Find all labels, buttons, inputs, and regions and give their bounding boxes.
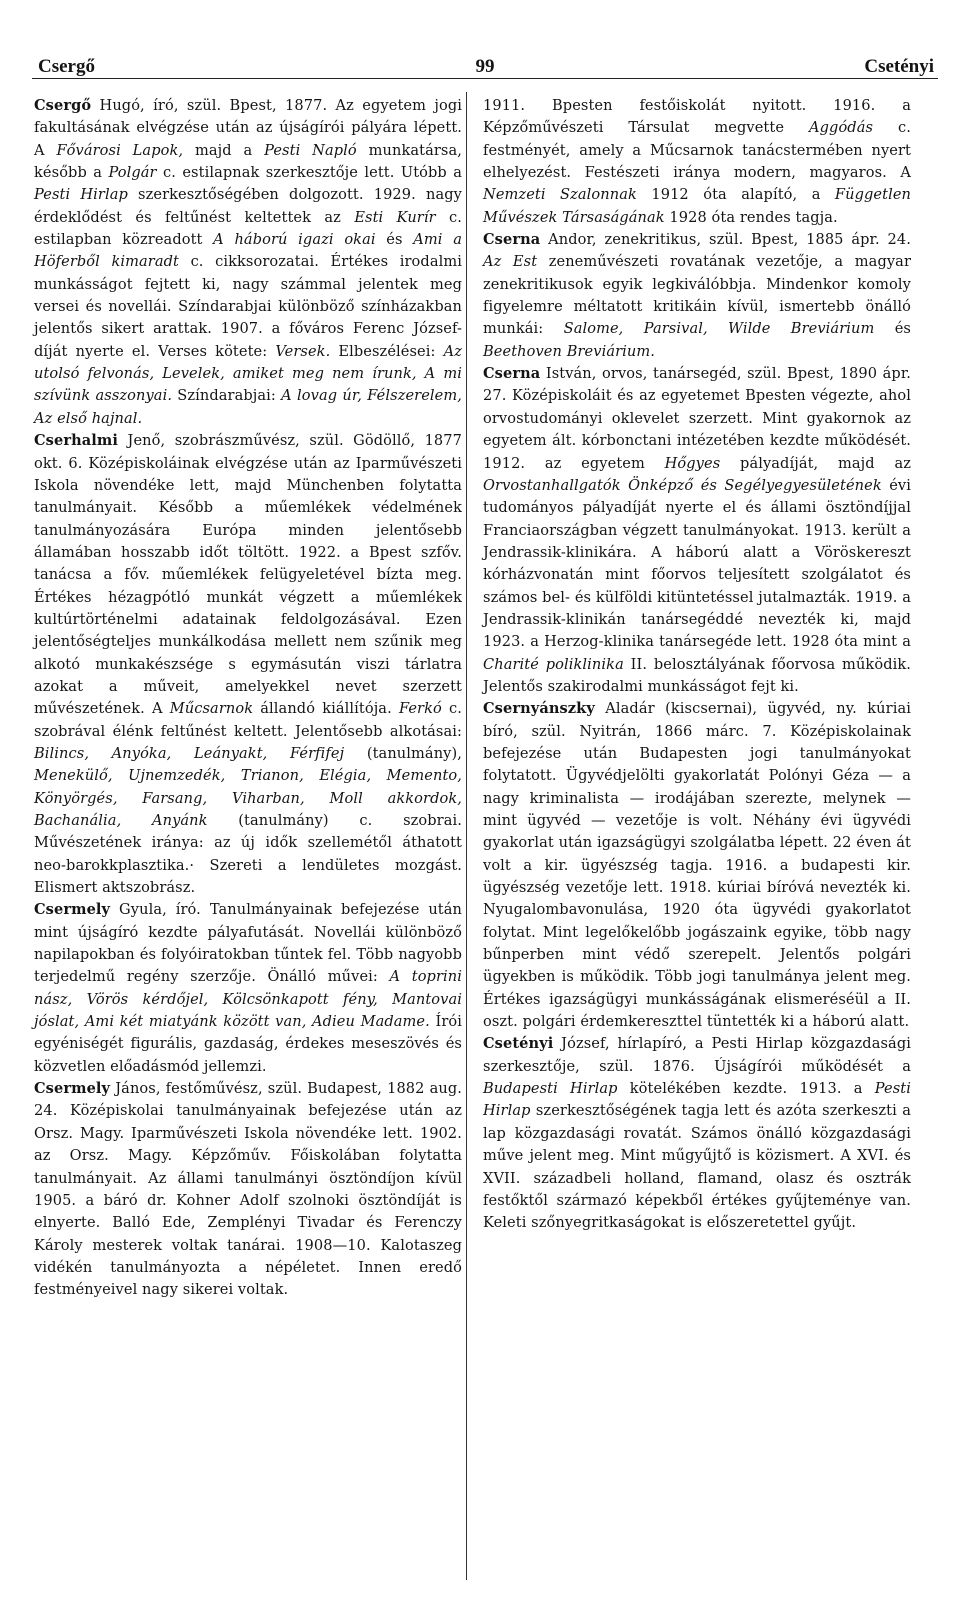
entry-cserna-andor: Cserna Andor, zenekritikus, szül. Bpest, 1885 ápr. 24. Az Est zeneművészeti rovatának vezetője, a magyar zenekritikusok egyik legkiválóbbja. Mindenkor komoly figyelemre méltatott kritikáin kívül, ismertebb önálló munkái: Salome, Parsival, Wilde Breviárium és Beethoven Breviárium. [483,231,911,360]
entry-cserna-istvan: Cserna István, orvos, tanársegéd, szül. Bpest, 1890 ápr. 27. Középiskoláit és az egyetemet Bpesten végezte, ahol orvostudományi oklevelet szerzett. Mint gyakornok az egyetem ált. kórbonctani intézetében kezdte működését. 1912. az egyetem Hőgyes pályadíját, majd az Orvostanhallgatók Önképző és Segélyegyesületének évi tudományos pályadíját nyerte el és állami ösztöndíjjal Franciaországban végzett tanulmányokat. 1913. került a Jendrassik-klinikára. A háború alatt a Vöröskereszt kórházvonatán mint főorvos teljesített szolgálatot és számos bel- és külföldi kitüntetéssel jutalmazták. 1919. a Jendrassik-klinikán tanársegéddé nevezték ki, majd 1923. a Herzog-klinika tanársegéde lett. 1928 óta mint a Charité poliklinika II. belosztályának főorvosa működik. Jelentős szakirodalmi munkásságot fejt ki. [483,365,911,695]
right-column [483,95,911,1590]
entry-csernyanszky-aladar: Csernyánszky Aladár (kiscsernai), ügyvéd, ny. kúriai bíró, szül. Nyitrán, 1866 márc. 7. Középiskolainak befejezése után Budapesten jogi tanulmányokat folytatott. Ügyvédjelölti gyakorlatát Polónyi Géza — a nagy kriminalista — irodájában szerezte, melynek — mint ügyvéd — vezetője is volt. Néhány évi ügyvédi gyakorlat után igazságügyi szolgálatba lépett. 22 éven át volt a kir. ügyészség tagja. 1916. a budapesti kir. ügyészség vezetője lett. 1918. kúriai bíróvá nevezték ki. Nyugalombavonulása, 1920 óta ügyvédi gyakorlatot folytat. Mint legelőkelőbb jogászaink egyike, több nagy bűnperben mint védő szerepelt. Jelentős polgári ügyekben is működik. Több jogi tanulmánya jelent meg. Értékes igazságügyi munkásságának elismeréséül a II. oszt. polgári érdemkereszttel tüntették ki a háború alatt. [483,700,911,1031]
header-right-guide-word: Csetényi [864,56,934,77]
entry-csermely-janos-continued: 1911. Bpesten festőiskolát nyitott. 1916. a Képzőművészeti Társulat megvette Aggódás c. festményét, amely a Műcsarnok tanácstermében nyert elhelyezést. Festészeti iránya modern, magyaros. A Nemzeti Szalonnak 1912 óta alapító, a Független Művészek Társaságának 1928 óta rendes tagja. [483,97,912,226]
entry-csermely-gyula: Csermely Gyula, író. Tanulmányainak befejezése után mint újságíró kezdte pályafutását. Novellái különböző napilapokban és folyóiratokban tűntek fel. Több nagyobb terjedelmű regény szerzője. Önálló művei: A toprini nász, Vörös kérdőjel, Kölcsönkapott fény, Mantovai jóslat, Ami két miatyánk között van, Adieu Madame. Írói egyéniségét figurális, gazdaság, érdekes meseszövés és közvetlen előadásmód jellemzi. [34,901,462,1075]
left-column [34,95,462,1590]
entry-csermely-janos: Csermely János, festőművész, szül. Budapest, 1882 aug. 24. Középiskolai tanulmányainak befejezése után az Orsz. Magy. Iparművészeti Iskola növendéke lett. 1902. az Orsz. Magy. Képzőműv. Főiskolában folytatta tanulmányait. Az állami tanulmányi ösztöndíjon kívül 1905. a báró dr. Kohner Adolf szolnoki ösztöndíját is elnyerte. Balló Ede, Zemplényi Tivadar és Ferenczy Károly mesterek voltak tanárai. 1908—10. Kalotaszeg vidékén tanulmányozta a népéletet. Innen eredő festményeivel nagy sikerei voltak. [34,1080,462,1299]
entry-csetenyi-jozsef: Csetényi József, hírlapíró, a Pesti Hirlap közgazdasági szerkesztője, szül. 1876. Újságírói működését a Budapesti Hirlap kötelékében kezdte. 1913. a Pesti Hirlap szerkesztőségének tagja lett és azóta szerkeszti a lap közgazdasági rovatát. Számos önálló közgazdasági műve jelent meg. Mint műgyűjtő is közismert. A XVI. és XVII. századbeli holland, flamand, olasz és osztrák festőktől származó képekből értékes gyűjteménye van. Keleti szőnyegritkaságokat is előszeretettel gyűjt. [483,1035,911,1232]
header-left-guide-word: Csergő [38,56,95,77]
page-number: 99 [475,56,495,77]
entry-csergo-hugo: Csergő Hugó, író, szül. Bpest, 1877. Az egyetem jogi fakultásának elvégzése után az újságírói pályára lépett. A Fővárosi Lapok, majd a Pesti Napló munkatársa, később a Polgár c. estilapnak szerkesztője lett. Utóbb a Pesti Hirlap szerkesztőségében dolgozott. 1929. nagy érdeklődést és feltűnést keltettek az Esti Kurír c. estilapban közreadott A háború igazi okai és Ami a Höferből kimaradt c. cikksorozatai. Értékes irodalmi munkásságot fejtett ki, nagy számmal jelentek meg versei és novellái. Színdarabjai különböző színházakban jelentős sikert arattak. 1907. a főváros Ferenc József-díját nyerte el. Verses kötete: Versek. Elbeszélései: Az utolsó felvonás, Levelek, amiket meg nem írunk, A mi szívünk asszonyai. Színdarabjai: A lovag úr, Félszerelem, Az első hajnal. [34,97,463,427]
entry-cserhalmi-jeno: Cserhalmi Jenő, szobrászművész, szül. Gödöllő, 1877 okt. 6. Középiskoláinak elvégzése után az Iparművészeti Iskola növendéke lett, majd Münchenben folytatta tanulmányait. Később a műemlékek védelmének tanulmányozására Európa minden jelentősebb államában hosszabb időt töltött. 1922. a Bpest szfőv. tanácsa a főv. műemlékek felügyeletével bízta meg. Értékes hézagpótló munkát végzett a műemlékek kultúrtörténelmi adatainak feldolgozásával. Ezen jelentőségteljes munkálkodása mellett nem szűnik meg alkotó munkakészsége s egymásután viszi tárlatra azokat a műveit, amelyekkel nevet szerzett művészetének. A Műcsarnok állandó kiállítója. Ferkó c. szobrával élénk feltűnést keltett. Jelentősebb alkotásai: Bilincs, Anyóka, Leányakt, Férfifej (tanulmány), Menekülő, Ujnemzedék, Trianon, Elégia, Memento, Könyörgés, Farsang, Viharban, Moll akkordok, Bachanália, Anyánk (tanulmány) c. szobrai. Művészetének iránya: az új idők szellemétől áthatott neo-barokkplasztika.· Szereti a lendületes mozgást. Elismert aktszobrász. [34,432,462,897]
column-divider [466,92,467,1580]
page-header [32,50,938,79]
